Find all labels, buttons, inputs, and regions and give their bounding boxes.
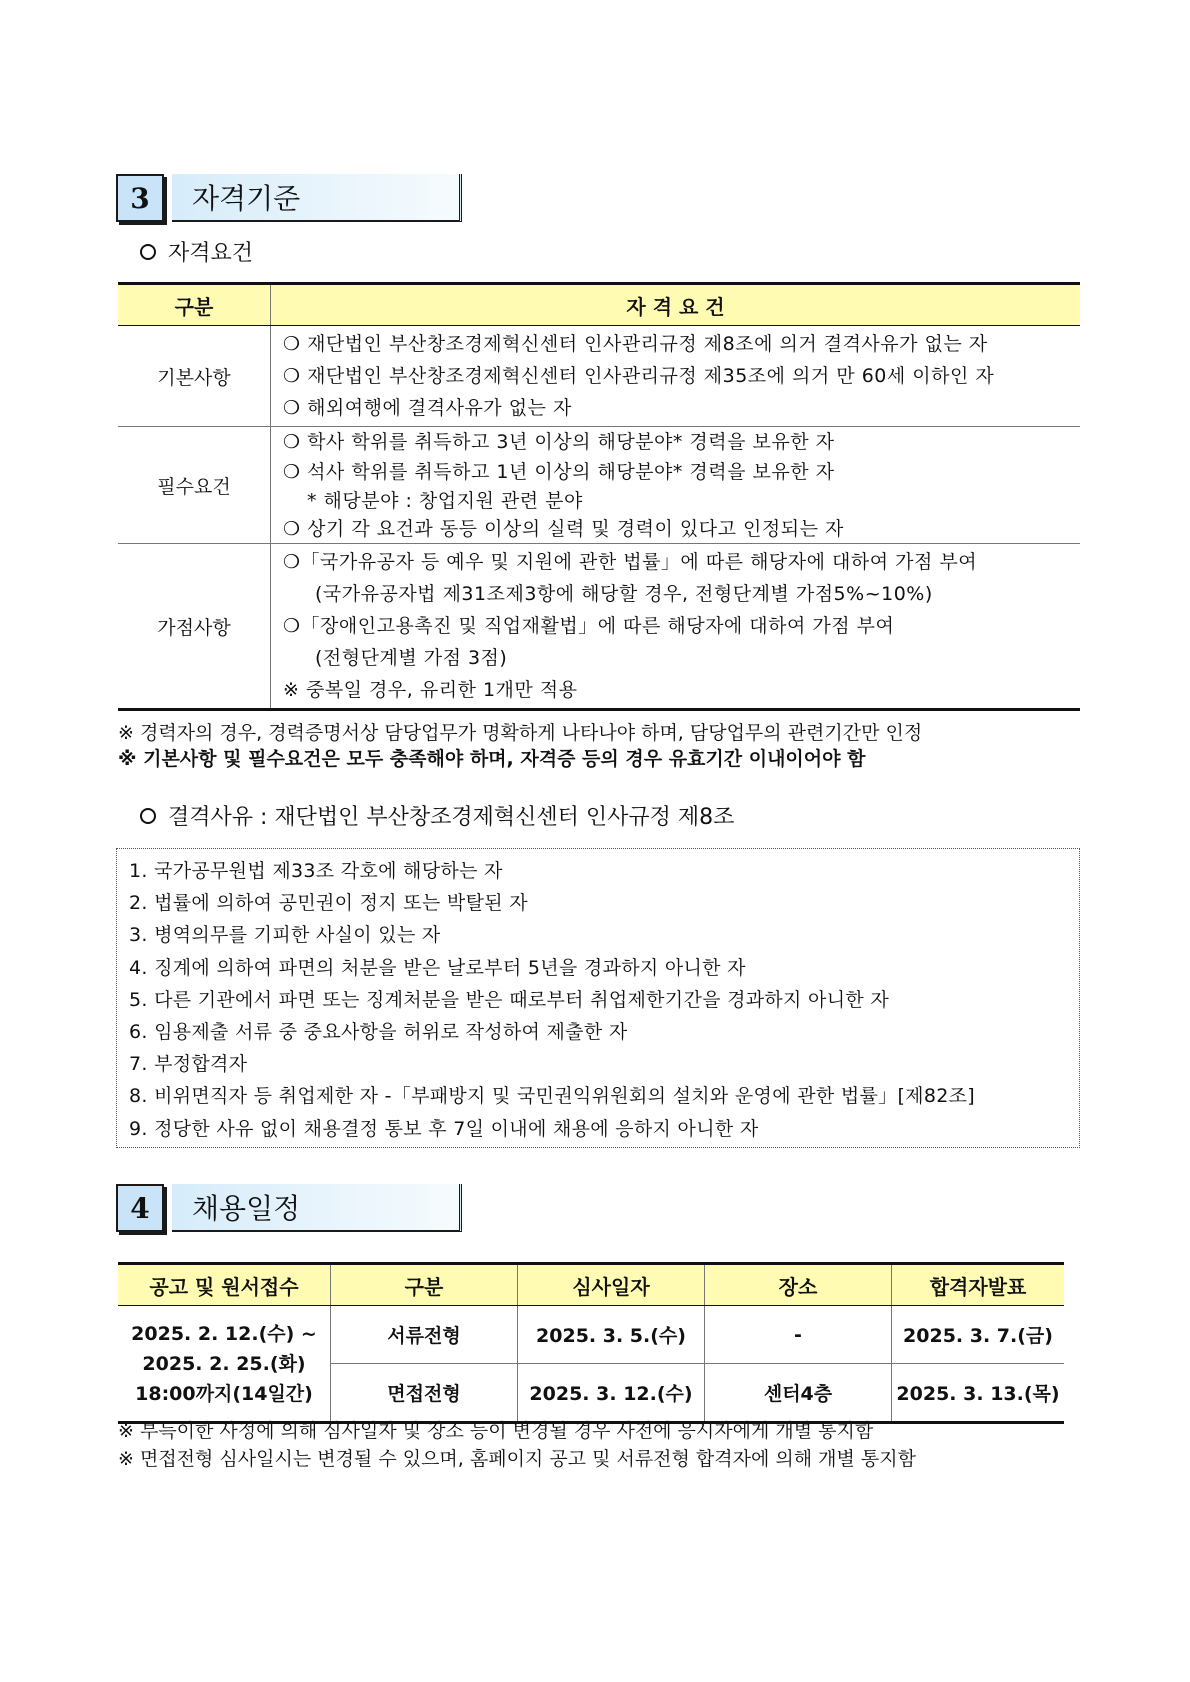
disqualification-heading-text: 결격사유 : 재단법인 부산창조경제혁신센터 인사규정 제8조 [168,805,735,830]
col-header-place: 장소 [705,1264,892,1306]
requirement-line: ❍「장애인고용촉진 및 직업재활법」에 따른 해당자에 대하여 가점 부여 [283,615,895,637]
section-3-title: 자격기준 [172,174,462,222]
list-item: 9. 정당한 사유 없이 채용결정 통보 후 7일 이내에 채용에 응하지 아니한 자 [129,1117,759,1140]
requirement-line: ❍ 학사 학위를 취득하고 3년 이상의 해당분야* 경력을 보유한 자 [283,431,835,453]
section-4-number: 4 [116,1184,164,1232]
announce-cell: 2025. 3. 13.(목) [892,1364,1065,1423]
circle-bullet-icon [140,244,156,260]
requirement-line: ❍ 해외여행에 결격사유가 없는 자 [283,397,572,419]
requirement-note-bold: ※ 기본사항 및 필수요건은 모두 충족해야 하며, 자격증 등의 경우 유효기간 이내이어야 함 [118,748,866,770]
col-header-stage: 구분 [331,1264,518,1306]
list-item: 4. 징계에 의하여 파면의 처분을 받은 날로부터 5년을 경과하지 아니한 자 [129,956,746,979]
list-item: 5. 다른 기관에서 파면 또는 징계처분을 받은 때로부터 취업제한기간을 경과하지 아니한 자 [129,988,890,1011]
list-item: 2. 법률에 의하여 공민권이 정지 또는 박탈된 자 [129,892,528,915]
row-category: 가점사항 [118,544,271,710]
requirement-line: ❍「국가유공자 등 예우 및 지원에 관한 법률」에 따른 해당자에 대하여 가점 부여 [283,551,978,573]
row-category: 필수요건 [118,427,271,544]
review-date-cell: 2025. 3. 5.(수) [518,1306,705,1364]
requirement-subline: (국가유공자법 제31조제3항에 해당할 경우, 전형단계별 가점5%~10%) [315,583,933,605]
requirement-note: ※ 중복일 경우, 유리한 1개만 적용 [283,679,578,701]
schedule-note-2: ※ 면접전형 심사일시는 변경될 수 있으며, 홈페이지 공고 및 서류전형 합격자에 의해 개별 통지함 [118,1448,916,1470]
requirement-line: ❍ 석사 학위를 취득하고 1년 이상의 해당분야* 경력을 보유한 자 [283,461,835,483]
col-header-requirements: 자 격 요 건 [271,284,1081,326]
list-item: 3. 병역의무를 기피한 사실이 있는 자 [129,924,441,947]
list-item: 8. 비위면직자 등 취업제한 자 -「부패방지 및 국민권익위원회의 설치와 운영에 관한 법률」[제82조] [129,1085,975,1108]
list-item: 1. 국가공무원법 제33조 각호에 해당하는 자 [129,860,503,882]
application-period-end: 2025. 2. 25.(화) [142,1352,306,1375]
requirement-line: ❍ 상기 각 요건과 동등 이상의 실력 및 경력이 있다고 인정되는 자 [283,518,844,540]
col-header-application: 공고 및 원서접수 [118,1264,331,1306]
schedule-table [118,1262,1064,1424]
stage-cell: 면접전형 [331,1364,518,1423]
col-header-category: 구분 [118,284,271,326]
requirement-footnote: * 해당분야 : 창업지원 관련 분야 [307,490,583,512]
table-row [118,1306,1064,1364]
qualification-table [118,282,1080,711]
requirements-heading [140,236,253,267]
list-item: 7. 부정합격자 [129,1053,248,1076]
col-header-announce: 합격자발표 [892,1264,1065,1306]
application-period [118,1306,331,1423]
place-cell: - [705,1306,892,1364]
col-header-review-date: 심사일자 [518,1264,705,1306]
career-note: ※ 경력자의 경우, 경력증명서상 담당업무가 명확하게 나타나야 하며, 담당업무의 관련기간만 인정 [118,722,923,744]
table-row [118,326,1080,427]
qualification-table-header [118,284,1080,326]
application-period-start: 2025. 2. 12.(수) ~ [131,1322,317,1345]
disqualification-heading [140,800,734,831]
place-cell: 센터4층 [705,1364,892,1423]
table-row [118,427,1080,544]
schedule-table-header [118,1264,1064,1306]
application-period-deadline: 18:00까지(14일간) [135,1382,313,1405]
requirements-heading-text: 자격요건 [168,241,254,266]
requirement-line: ❍ 재단법인 부산창조경제혁신센터 인사관리규정 제8조에 의거 결격사유가 없는 자 [283,333,988,355]
schedule-note-1: ※ 부득이한 사정에 의해 심사일자 및 장소 등이 변경될 경우 사전에 응시자에게 개별 통지함 [118,1420,874,1442]
disqualification-box [116,848,1080,1148]
stage-cell: 서류전형 [331,1306,518,1364]
requirement-subline: (전형단계별 가점 3점) [315,647,508,669]
row-category: 기본사항 [118,326,271,427]
review-date-cell: 2025. 3. 12.(수) [518,1364,705,1423]
section-3-number: 3 [116,174,164,222]
requirement-line: ❍ 재단법인 부산창조경제혁신센터 인사관리규정 제35조에 의거 만 60세 이하인 자 [283,365,995,387]
table-row [118,544,1080,710]
list-item: 6. 임용제출 서류 중 중요사항을 허위로 작성하여 제출한 자 [129,1020,628,1043]
announce-cell: 2025. 3. 7.(금) [892,1306,1065,1364]
circle-bullet-icon [140,808,156,824]
section-4-title: 채용일정 [172,1184,462,1232]
